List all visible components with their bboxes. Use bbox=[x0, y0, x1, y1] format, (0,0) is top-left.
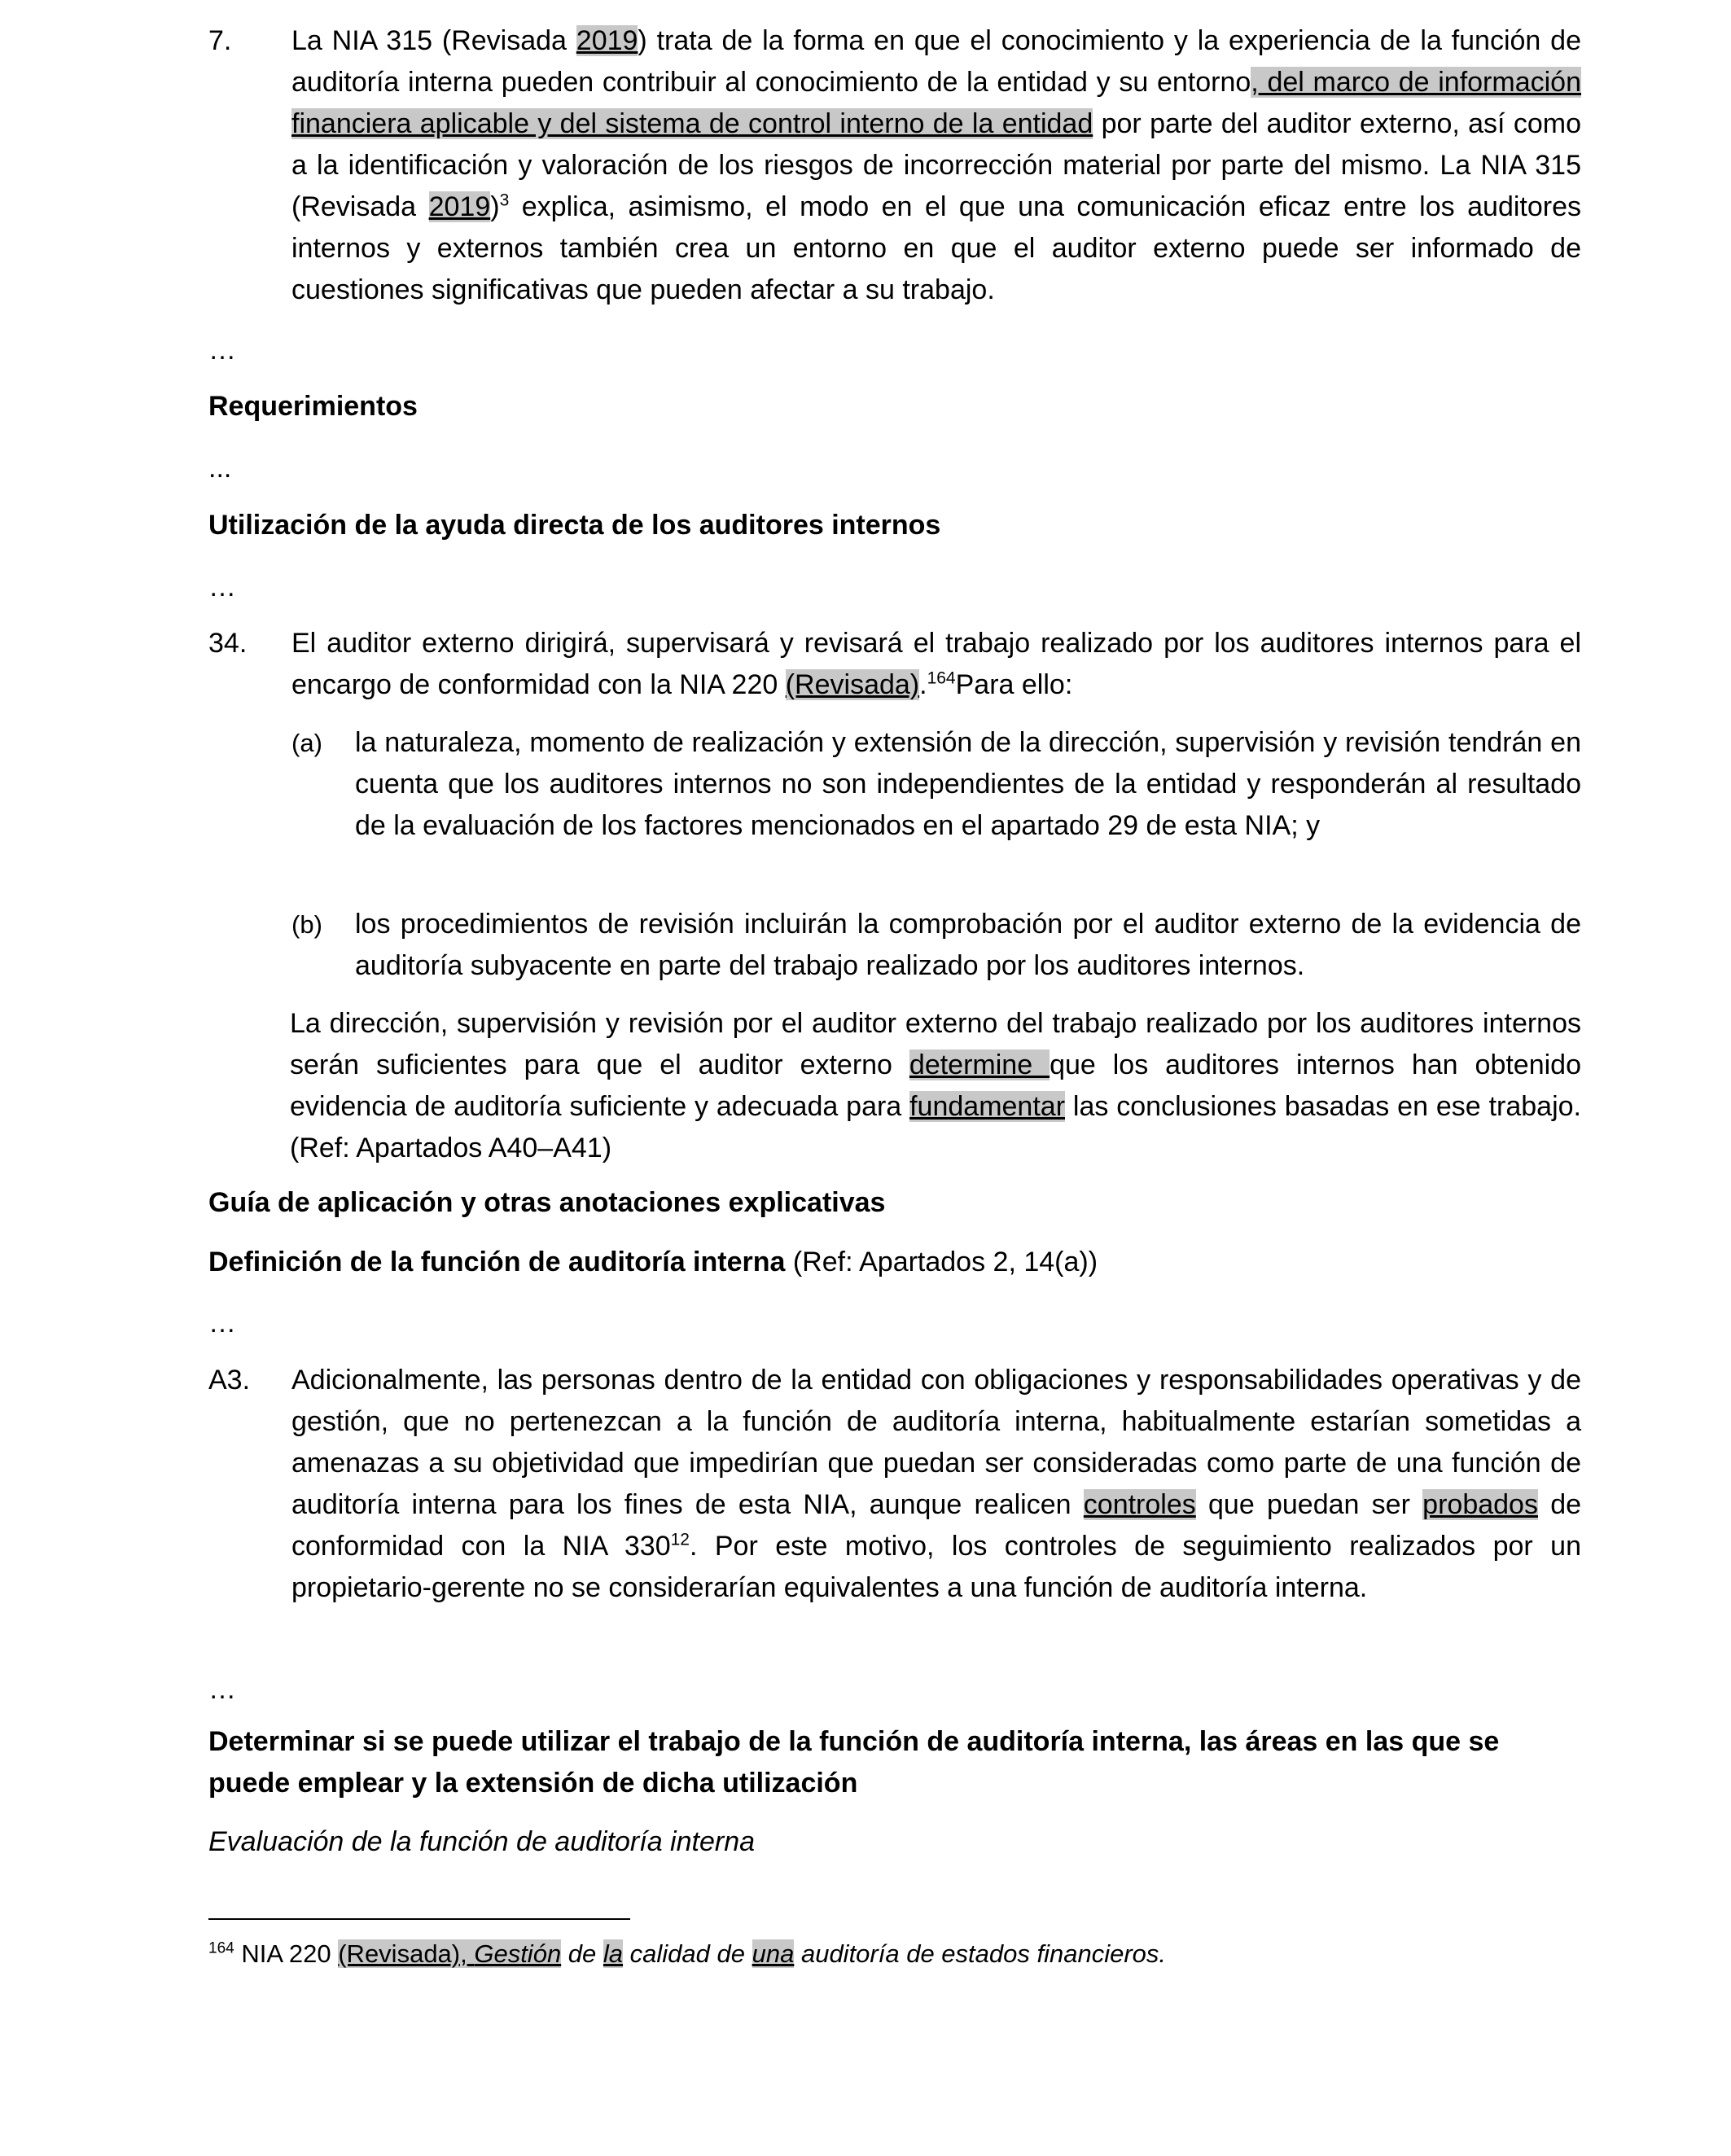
heading-requerimientos: Requerimientos bbox=[208, 391, 418, 422]
p34c-text-1: La dirección, supervisión y revisión por el auditor externo del trabajo realizado por los auditores internos serán suficientes para que el auditor externo bbox=[290, 1008, 1581, 1080]
footnote-ref-164[interactable]: 164 bbox=[927, 668, 956, 688]
pA3-text-2: que puedan ser bbox=[1195, 1489, 1423, 1520]
p34c-highlight-1: determine bbox=[909, 1050, 1050, 1080]
footnote-text-1: NIA 220 bbox=[234, 1939, 339, 1968]
list-label-a: (a) bbox=[291, 729, 322, 757]
list-item-b: los procedimientos de revisión incluirán la comprobación por el auditor externo de la evidencia de auditoría subyacente en parte del trabajo realizado por los auditores internos. bbox=[355, 909, 1581, 981]
heading-utilizacion-ayuda-directa: Utilización de la ayuda directa de los auditores internos bbox=[208, 510, 941, 541]
paragraph-A3 bbox=[291, 1360, 1581, 1609]
ellipsis: ... bbox=[208, 453, 232, 484]
pA3-text-4: . Por este motivo, los controles de seguimiento realizados por un propietario-gerente no se considerarían equivalentes a una función de auditoría interna. bbox=[291, 1531, 1581, 1603]
heading-definicion-bold: Definición de la función de auditoría interna bbox=[208, 1247, 786, 1277]
p7-text-3: por parte del auditor externo, así como a la identificación y valoración de los riesgos de incorrección material por parte del mismo. La NIA 315 (Revisada bbox=[291, 108, 1581, 222]
pA3-highlight-1: controles bbox=[1083, 1489, 1196, 1520]
p34-text-2: . bbox=[919, 669, 927, 700]
ellipsis: … bbox=[208, 572, 236, 603]
paragraph-number-7: 7. bbox=[208, 25, 232, 56]
paragraph-34 bbox=[291, 623, 1581, 706]
footnote-italic-2: de bbox=[561, 1939, 603, 1968]
footnote-italic-4: auditoría de estados financieros. bbox=[794, 1939, 1167, 1968]
heading-definicion-ref: (Ref: Apartados 2, 14(a)) bbox=[785, 1247, 1098, 1277]
footnote-ref-12[interactable]: 12 bbox=[670, 1530, 690, 1549]
p7-text-4: ) bbox=[490, 191, 500, 222]
footnote-italic-3: calidad de bbox=[623, 1939, 752, 1968]
p34-text-1: El auditor externo dirigirá, supervisará y revisará el trabajo realizado por los auditores internos para el encargo de conformidad con la NIA 220 bbox=[291, 628, 1581, 700]
p7-highlight-2: , del marco de información financiera aplicable y del sistema de control interno de la entidad bbox=[291, 67, 1581, 139]
footnote-separator bbox=[208, 1918, 630, 1920]
pA3-highlight-2: probados bbox=[1422, 1489, 1538, 1520]
footnote-164 bbox=[208, 1935, 1581, 1974]
p7-highlight-1: 2019 bbox=[576, 25, 638, 56]
heading-definicion bbox=[208, 1242, 1581, 1283]
ellipsis: … bbox=[208, 1674, 236, 1705]
footnote-italic-1: Gestión bbox=[474, 1939, 562, 1968]
footnote-italic-highlight-1: la bbox=[603, 1939, 624, 1968]
p34c-highlight-2: fundamentar bbox=[909, 1091, 1066, 1122]
paragraph-34-continuation bbox=[290, 1003, 1581, 1169]
paragraph-number-A3: A3. bbox=[208, 1365, 251, 1396]
heading-determinar: Determinar si se puede utilizar el trabajo de la función de auditoría interna, las áreas en las que se puede emplear y la extensión de dicha utilización bbox=[208, 1726, 1500, 1799]
footnote-number: 164 bbox=[208, 1939, 234, 1957]
p7-highlight-3: 2019 bbox=[428, 191, 491, 222]
paragraph-7 bbox=[291, 20, 1581, 311]
pA3-text-1: Adicionalmente, las personas dentro de la entidad con obligaciones y responsabilidades operativas y de gestión, que no pertenezcan a la función de auditoría interna, habitualmente estarían sometidas a amenazas a su objetividad que impedirían que puedan ser consideradas como parte de una función de auditoría interna para los fines de esta NIA, aunque realicen bbox=[291, 1365, 1581, 1520]
p34c-text-2: que los auditores internos han obtenido evidencia de auditoría suficiente y adecuada para bbox=[290, 1050, 1581, 1122]
heading-guia-aplicacion: Guía de aplicación y otras anotaciones explicativas bbox=[208, 1187, 886, 1218]
ellipsis: … bbox=[208, 1308, 236, 1339]
heading-evaluacion: Evaluación de la función de auditoría interna bbox=[208, 1826, 756, 1857]
footnote-ref-3[interactable]: 3 bbox=[499, 191, 510, 210]
p34-highlight-1: (Revisada) bbox=[785, 669, 920, 700]
p7-text-5: explica, asimismo, el modo en el que una comunicación eficaz entre los auditores internos y externos también crea un entorno en que el auditor externo puede ser informado de cuestiones significativas que pueden afectar a su trabajo. bbox=[291, 191, 1581, 305]
footnote-italic-highlight-2: una bbox=[752, 1939, 795, 1968]
ellipsis: … bbox=[208, 335, 236, 366]
p7-text-2: ) trata de la forma en que el conocimiento y la experiencia de la función de auditoría interna pueden contribuir al conocimiento de la entidad y su entorno bbox=[291, 25, 1581, 98]
footnote-highlight-1: (Revisada), bbox=[338, 1939, 475, 1968]
p34-text-3: Para ello: bbox=[955, 669, 1073, 700]
list-label-b: (b) bbox=[291, 910, 322, 939]
p7-text-1: La NIA 315 (Revisada bbox=[291, 25, 576, 56]
pA3-text-3: de conformidad con la NIA 330 bbox=[291, 1489, 1582, 1562]
list-item-a: la naturaleza, momento de realización y extensión de la dirección, supervisión y revisión tendrán en cuenta que los auditores internos no son independientes de la entidad y responderán al resultado de la evaluación de los factores mencionados en el apartado 29 de esta NIA; y bbox=[355, 727, 1581, 841]
paragraph-number-34: 34. bbox=[208, 628, 248, 659]
p34c-text-3: las conclusiones basadas en ese trabajo. (Ref: Apartados A40–A41) bbox=[290, 1091, 1581, 1163]
